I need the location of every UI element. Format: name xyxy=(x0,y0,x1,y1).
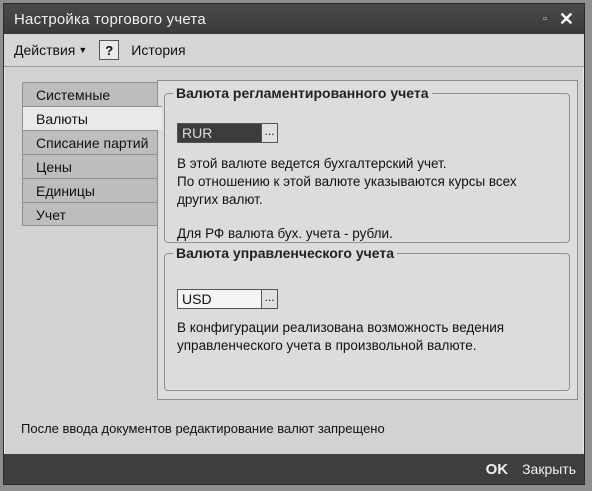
tab-units[interactable]: Единицы xyxy=(22,178,160,202)
actions-menu-label: Действия xyxy=(14,42,76,58)
regulated-currency-note: Для РФ валюта бух. учета - рубли. xyxy=(177,226,393,241)
management-desc-line: управленческого учета в произвольной валюте. xyxy=(177,338,477,353)
tab-system[interactable]: Системные xyxy=(22,82,160,106)
tab-accounting[interactable]: Учет xyxy=(22,202,160,226)
dialog-button-bar xyxy=(4,454,584,484)
tab-currencies[interactable]: Валюты xyxy=(22,106,162,130)
tab-batch-writeoff[interactable]: Списание партий xyxy=(22,130,160,154)
close-button[interactable]: Закрыть xyxy=(522,461,576,477)
regulated-currency-group xyxy=(164,85,570,243)
management-currency-group xyxy=(164,245,570,391)
pin-icon[interactable]: ▫ xyxy=(543,13,547,25)
settings-window xyxy=(3,3,585,485)
close-icon[interactable]: ✕ xyxy=(558,8,574,29)
chevron-down-icon: ▼ xyxy=(78,45,88,55)
regulated-currency-input[interactable] xyxy=(177,123,262,143)
help-button[interactable]: ? xyxy=(99,40,119,60)
management-currency-field xyxy=(177,289,278,309)
regulated-desc-line: По отношению к этой валюте указываются курсы всех xyxy=(177,174,517,189)
ok-button[interactable]: OK xyxy=(485,460,509,478)
tab-prices[interactable]: Цены xyxy=(22,154,160,178)
window-title: Настройка торгового учета xyxy=(14,10,206,28)
regulated-currency-description xyxy=(177,155,562,209)
management-desc-line: В конфигурации реализована возможность ведения xyxy=(177,320,505,335)
regulated-currency-select-button[interactable]: ... xyxy=(262,123,278,143)
title-bar[interactable] xyxy=(4,4,584,34)
management-currency-select-button[interactable]: ... xyxy=(262,289,278,309)
actions-menu[interactable] xyxy=(14,42,87,58)
currencies-panel xyxy=(157,80,578,400)
management-currency-input[interactable] xyxy=(177,289,262,309)
settings-tabs xyxy=(22,82,160,226)
management-currency-description xyxy=(177,319,562,355)
regulated-desc-line: В этой валюте ведется бухгалтерский учет. xyxy=(177,156,447,171)
regulated-currency-legend: Валюта регламентированного учета xyxy=(176,85,429,101)
management-currency-legend: Валюта управленческого учета xyxy=(176,245,395,261)
menu-bar xyxy=(4,34,584,67)
title-bar-controls xyxy=(543,9,584,30)
currency-edit-warning: После ввода документов редактирование валют запрещено xyxy=(21,421,385,436)
history-menu[interactable]: История xyxy=(131,42,186,58)
regulated-desc-line: других валют. xyxy=(177,192,263,207)
regulated-currency-field xyxy=(177,123,278,143)
